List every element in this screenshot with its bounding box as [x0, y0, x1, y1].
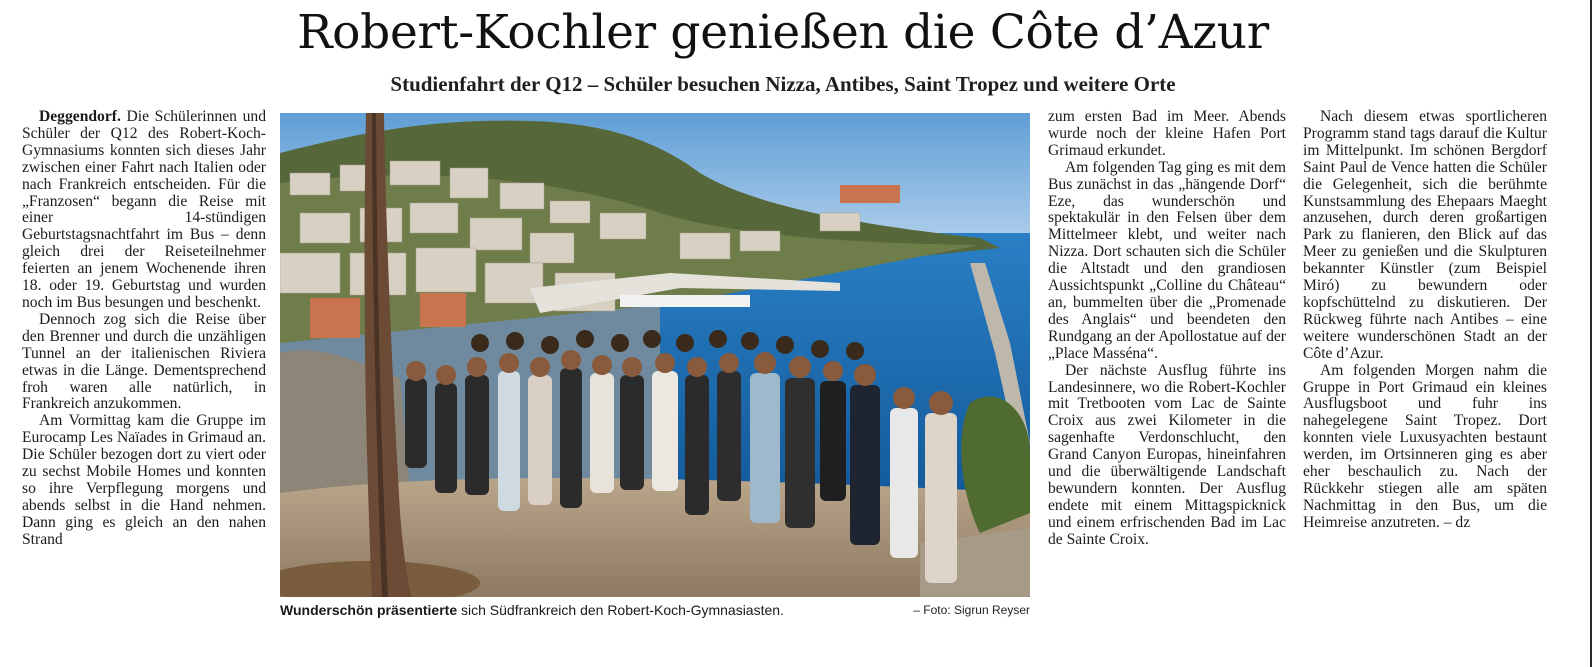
paragraph: Am Vormittag kam die Gruppe im Eurocamp Les Naïades in Grimaud an. Die Schüler bezogen dort zu viert oder zu sechst Mobile Homes und konnten so ihre Verpflegung morgens und abends selbst in die Hand nehmen. Dann ging es gleich an den nahen Strand	[22, 412, 266, 548]
caption-lead: Wunderschön präsentierte	[280, 602, 458, 618]
paragraph-text: Die Schülerinnen und Schüler der Q12 des Robert-Koch-Gymnasiums konnten sich dieses Jahr zwischen einer Fahrt nach Italien oder nach Frankreich entscheiden. Für die „Franzosen“ begann die Reise mit einer 14-stündigen Geburtstagsnachtfahrt im Bus – denn gleich drei der Reiseteilnehmer feierten an jenem Wochenende ihren 18. oder 19. Geburtstag und wurden noch im Bus besungen und beschenkt.	[22, 108, 266, 311]
paragraph: Der nächste Ausflug führte ins Landesinnere, wo die Robert-Kochler mit Tretbooten vom Lac de Sainte Croix aus zwei Kilometer in die sagenhafte Verdonschlucht, den Grand Canyon Europas, hineinfahren und die überwältigende Landschaft bewundern konnten. Der Ausflug endete mit einem Mittagspicknick und einem erfrischenden Bad im Lac de Sainte Croix.	[1048, 361, 1286, 548]
paragraph: Am folgenden Morgen nahm die Gruppe in Port Grimaud ein kleines Ausflugsboot und fuhr ins nahegelegene Saint Tropez. Dort konnten viele Luxusyachten bestaunt werden, im Ortsinneren ging es aber eher beschaulich zu. Nach der Rückkehr stiegen alle am späten Nachmittag in den Bus, um die Heimreise anzutreten. – dz	[1303, 361, 1547, 531]
article-photo	[280, 113, 1030, 597]
paragraph: Nach diesem etwas sportlicheren Programm stand tags darauf die Kultur im Mittelpunkt. Im schönen Bergdorf Saint Paul de Vence hatten die Schüler die Gelegenheit, sich die berühmte Kunstsammlung des Ehepaars Maeght anzusehen, durch deren großartigen Park zu flanieren, den Blick auf das Meer zu genießen und die Skulpturen bekannter Künstler (zum Beispiel Miró) zu bewundern oder kopfschüttelnd zu diskutieren. Der Rückweg führte nach Antibes – eine weitere wunderschönen Stadt an der Côte d’Azur.	[1303, 108, 1547, 362]
caption-text: sich Südfrankreich den Robert-Koch-Gymnasiasten.	[457, 602, 784, 618]
article-column-3	[1048, 109, 1286, 549]
paragraph: Am folgenden Tag ging es mit dem Bus zunächst in das „hängende Dorf“ Eze, das wunderschön und spektakulär in den Felsen über dem Mittelmeer klebt, und weiter nach Nizza. Dort schauten sich die Schüler die Altstadt und den grandiosen Aussichtspunkt „Colline du Château“ an, bummelten über die „Promenade des Anglais“ und beendeten den Rundgang an der Apollostatue auf der „Place Masséna“.	[1048, 158, 1286, 362]
photo-caption	[280, 601, 1030, 619]
photo-credit: – Foto: Sigrun Reyser	[913, 603, 1030, 617]
group-photo-illustration	[280, 113, 1030, 597]
paragraph: zum ersten Bad im Meer. Abends wurde noch der kleine Hafen Port Grimaud erkundet.	[1048, 108, 1286, 159]
headline: Robert-Kochler genießen die Côte d’Azur	[297, 5, 1269, 60]
article-column-1	[22, 109, 266, 549]
article-column-4	[1303, 109, 1547, 532]
subheadline: Studienfahrt der Q12 – Schüler besuchen Nizza, Antibes, Saint Tropez und weitere Orte	[390, 72, 1176, 96]
paragraph	[22, 109, 266, 312]
dateline: Deggendorf.	[39, 108, 121, 125]
paragraph: Dennoch zog sich die Reise über den Brenner und durch die unzähligen Tunnel an der italienischen Riviera etwas in die Länge. Dementsprechend froh waren alle natürlich, in Frankreich anzukommen.	[22, 310, 266, 413]
